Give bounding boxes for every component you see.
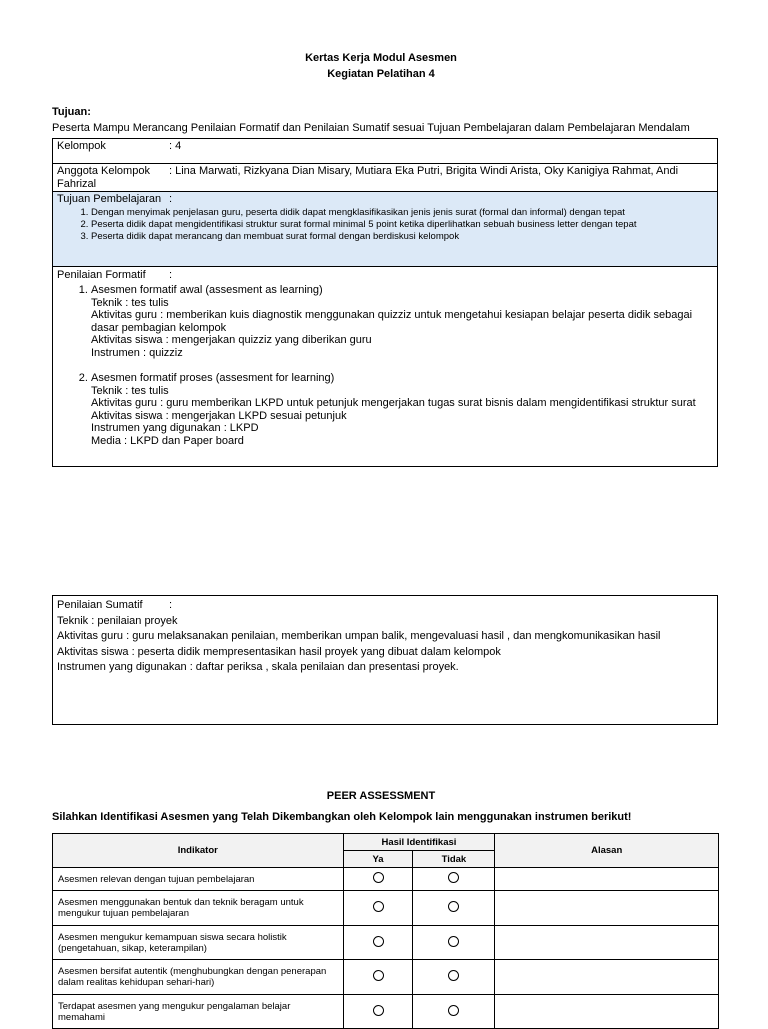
indikator-cell: Asesmen menggunakan bentuk dan teknik beragam untuk mengukur tujuan pembelajaran <box>53 891 344 926</box>
col-hasil: Hasil Identifikasi <box>343 834 495 851</box>
pf-item-title: 1. Asesmen formatif awal (assesment as learning) <box>91 284 323 296</box>
pf-item <box>91 372 713 447</box>
tujuan-heading: Tujuan: <box>52 106 91 118</box>
pf-item-line: Media : LKPD dan Paper board <box>91 434 244 447</box>
pf-item-line: Aktivitas siswa : mengerjakan quizziz yang diberikan guru <box>91 334 372 346</box>
ya-radio[interactable] <box>373 872 384 883</box>
anggota-value-cont: Fahrizal <box>57 177 97 190</box>
pf-item-line: Aktivitas guru : memberikan kuis diagnostik menggunakan quizziz untuk mengetahui kesiapan belajar peserta didik sebagai dasar pembagian kelompok <box>91 309 693 334</box>
tp-list <box>57 207 713 243</box>
tp-item: 1. Dengan menyimak penjelasan guru, peserta didik dapat mengklasifikasikan jenis jenis surat (formal dan informal) dengan tepat <box>91 207 713 219</box>
kelompok-value: : 4 <box>169 140 182 152</box>
kelompok-label: Kelompok <box>57 140 106 152</box>
tidak-radio[interactable] <box>448 970 459 981</box>
tp-item: 2. Peserta didik dapat mengidentifikasi struktur surat formal minimal 5 point ketika diperlihatkan sebuah business letter dengan tepat <box>91 219 713 231</box>
sumatif-line: Aktivitas guru : guru melaksanakan penilaian, memberikan umpan balik, mengevaluasi hasil , dan mengkomunikasikan hasil <box>57 630 661 643</box>
indikator-cell: Asesmen relevan dengan tujuan pembelajaran <box>53 868 344 891</box>
anggota-value: : Lina Marwati, Rizkyana Dian Misary, Mutiara Eka Putri, Brigita Windi Arista, Oky Kanigiya Rahmat, Andi <box>169 165 679 177</box>
pf-colon: : <box>169 269 173 281</box>
table-row <box>53 891 719 926</box>
ya-radio[interactable] <box>373 901 384 912</box>
sumatif-line: Instrumen yang digunakan : daftar periksa , skala penilaian dan presentasi proyek. <box>57 661 459 674</box>
ya-radio[interactable] <box>373 1005 384 1016</box>
pf-item-line: Teknik : tes tulis <box>91 384 169 397</box>
alasan-cell[interactable] <box>495 926 719 960</box>
indikator-cell: Asesmen bersifat autentik (menghubungkan dengan penerapan dalam realitas kehidupan sehari-hari) <box>53 960 344 995</box>
indikator-cell: Asesmen mengukur kemampuan siswa secara holistik (pengetahuan, sikap, keterampilan) <box>53 926 344 960</box>
alasan-cell[interactable] <box>495 995 719 1029</box>
pf-item-line: Aktivitas siswa : mengerjakan LKPD sesuai petunjuk <box>91 409 347 422</box>
table-row <box>53 868 719 891</box>
document-title: Kertas Kerja Modul Asesmen <box>305 52 457 64</box>
sumatif-label: Penilaian Sumatif <box>57 599 143 611</box>
tp-label: Tujuan Pembelajaran <box>57 193 162 205</box>
ya-radio[interactable] <box>373 936 384 947</box>
pf-item-line: Aktivitas guru : guru memberikan LKPD untuk petunjuk mengerjakan tugas surat bisnis dalam mengidentifikasi struktur surat <box>91 397 696 409</box>
penilaian-sumatif-box <box>52 595 718 725</box>
anggota-label: Anggota Kelompok <box>57 165 150 177</box>
tidak-radio[interactable] <box>448 1005 459 1016</box>
alasan-cell[interactable] <box>495 891 719 926</box>
penilaian-formatif-row <box>53 267 717 466</box>
table-row <box>53 960 719 995</box>
sumatif-line: Aktivitas siswa : peserta didik mempresentasikan hasil proyek yang dibuat dalam kelompok <box>57 645 501 658</box>
tidak-radio[interactable] <box>448 936 459 947</box>
col-ya: Ya <box>343 851 413 868</box>
sumatif-header <box>57 598 713 614</box>
sumatif-colon: : <box>169 599 173 611</box>
pf-item-line: Instrumen yang digunakan : LKPD <box>91 422 259 434</box>
pf-item <box>91 284 713 359</box>
pf-item-line: Instrumen : quizziz <box>91 346 183 359</box>
alasan-cell[interactable] <box>495 868 719 891</box>
ya-radio[interactable] <box>373 970 384 981</box>
alasan-cell[interactable] <box>495 960 719 995</box>
col-alasan: Alasan <box>495 834 719 868</box>
table-row <box>53 995 719 1029</box>
col-indikator: Indikator <box>53 834 344 868</box>
peer-instruction: Silahkan Identifikasi Asesmen yang Telah Dikembangkan oleh Kelompok lain menggunakan instrumen berikut! <box>52 811 632 823</box>
table-row <box>53 926 719 960</box>
tp-item: 3. Peserta didik dapat merancang dan membuat surat formal dengan berdiskusi kelompok <box>91 231 713 243</box>
kelompok-row <box>53 139 717 164</box>
tujuan-pembelajaran-row <box>53 192 717 267</box>
col-tidak: Tidak <box>413 851 495 868</box>
peer-title: PEER ASSESSMENT <box>326 790 436 802</box>
sumatif-line: Teknik : penilaian proyek <box>57 614 178 627</box>
tujuan-text: Peserta Mampu Merancang Penilaian Formatif dan Penilaian Sumatif sesuai Tujuan Pembelajaran dalam Pembelajaran Mendalam <box>52 122 690 134</box>
anggota-row <box>53 164 717 192</box>
info-table <box>52 138 718 467</box>
indikator-cell: Terdapat asesmen yang mengukur pengalaman belajar memahami <box>53 995 344 1029</box>
pf-item-title: 2. Asesmen formatif proses (assesment for learning) <box>91 372 335 384</box>
pf-label: Penilaian Formatif <box>57 269 146 281</box>
pf-item-line: Teknik : tes tulis <box>91 296 169 309</box>
tidak-radio[interactable] <box>448 901 459 912</box>
document-subtitle: Kegiatan Pelatihan 4 <box>327 68 435 80</box>
tp-colon: : <box>169 193 173 205</box>
tidak-radio[interactable] <box>448 872 459 883</box>
pf-list <box>57 284 713 447</box>
peer-assessment-table <box>52 833 719 1029</box>
